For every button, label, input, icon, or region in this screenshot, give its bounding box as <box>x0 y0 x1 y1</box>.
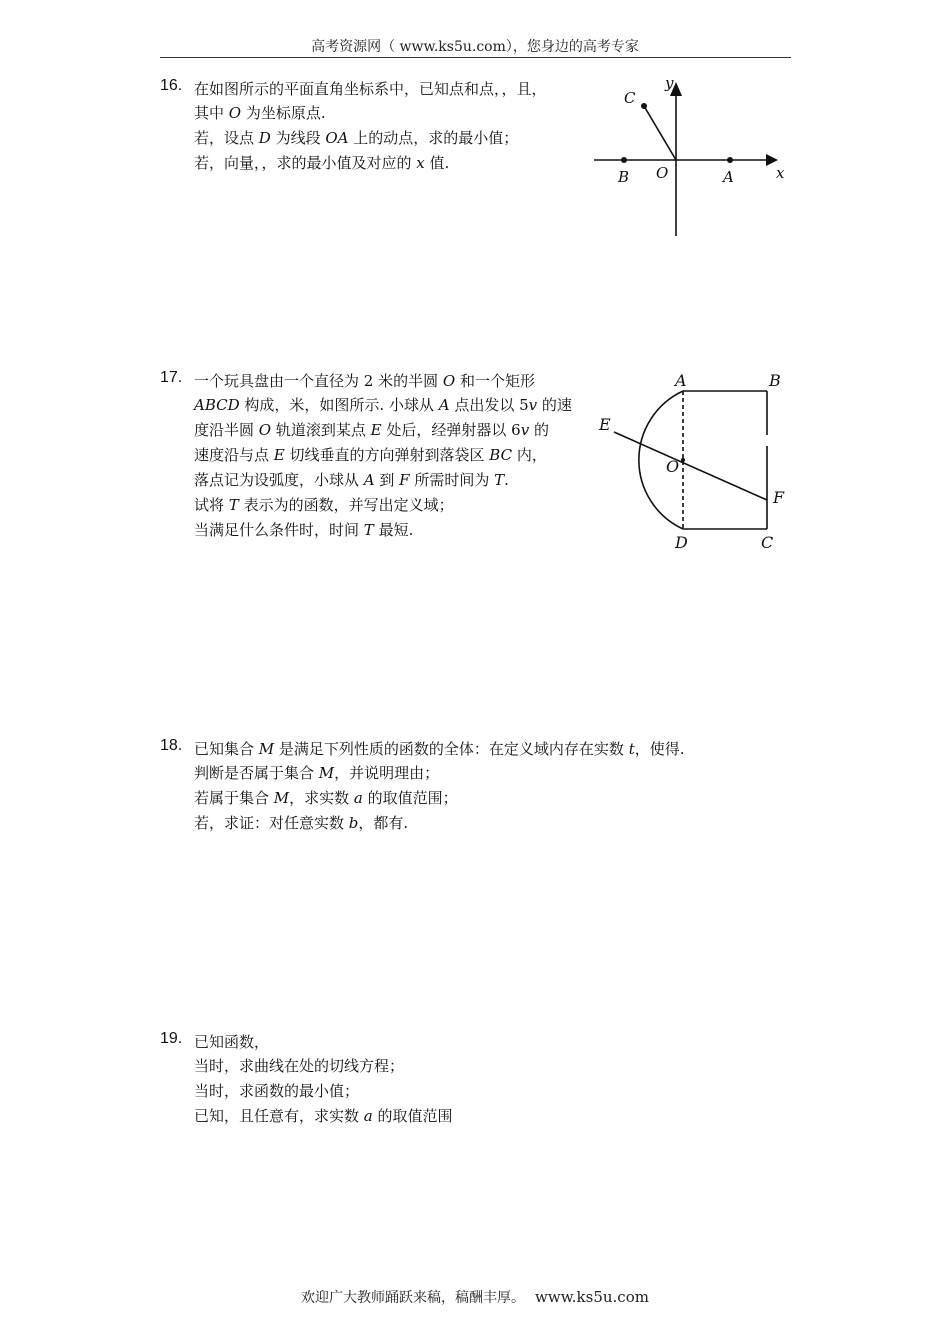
problem-line: ABCD 构成，米，如图所示. 小球从 A 点出发以 5v 的速 <box>194 396 572 414</box>
label-c: C <box>761 533 774 552</box>
label-y: y <box>665 74 674 92</box>
problem-number: 18. <box>160 737 183 754</box>
problem-line: 判断是否属于集合 M，并说明理由； <box>194 764 440 782</box>
header-divider <box>160 57 791 58</box>
problem-line: 速度沿与点 E 切线垂直的方向弹射到落袋区 BC 内， <box>194 446 547 464</box>
label-o: O <box>666 457 680 476</box>
label-d: D <box>675 533 688 552</box>
problem-line: 已知函数， <box>194 1033 270 1051</box>
label-x: x <box>776 164 785 182</box>
label-c: C <box>624 89 636 107</box>
label-a: A <box>675 371 687 390</box>
label-f: F <box>773 488 785 507</box>
label-o: O <box>656 164 669 182</box>
problem-line: 其中 O 为坐标原点. <box>194 104 326 122</box>
problem-line: 当时，求函数的最小值； <box>194 1082 360 1100</box>
label-a: A <box>723 168 734 186</box>
problem-line: 在如图所示的平面直角坐标系中，已知点和点，，且， <box>194 80 547 98</box>
problem-line: 度沿半圆 O 轨道滚到某点 E 处后，经弹射器以 6v 的 <box>194 421 549 439</box>
label-e: E <box>599 415 611 434</box>
problem-line: 一个玩具盘由一个直径为 2 米的半圆 O 和一个矩形 <box>194 372 535 390</box>
problem-line: 若属于集合 M，求实数 a 的取值范围； <box>194 789 458 807</box>
problem-line: 若，向量，，求的最小值及对应的 x 值. <box>194 154 450 172</box>
problem-number: 16. <box>160 77 183 94</box>
page-footer <box>0 1287 950 1307</box>
problem-number: 17. <box>160 369 183 386</box>
problem-line: 若，设点 D 为线段 OA 上的动点，求的最小值； <box>194 129 519 147</box>
problem-line: 已知集合 M 是满足下列性质的函数的全体：在定义域内存在实数 t，使得. <box>194 740 685 758</box>
coordinate-figure <box>590 72 795 242</box>
problem-line: 试将 T 表示为的函数，并写出定义域； <box>194 496 454 514</box>
footer-url: www.ks5u.com <box>535 1288 649 1306</box>
page-header: 高考资源网（ www.ks5u.com），您身边的高考专家 <box>311 39 639 55</box>
label-b: B <box>618 168 630 186</box>
problem-line: 当满足什么条件时，时间 T 最短. <box>194 521 414 539</box>
semicircle-rectangle-figure <box>595 366 795 556</box>
footer-text: 欢迎广大教师踊跃来稿，稿酬丰厚。 <box>301 1290 526 1306</box>
label-b: B <box>769 371 781 390</box>
problem-line: 当时，求曲线在处的切线方程； <box>194 1057 405 1075</box>
problem-line: 若，求证：对任意实数 b，都有. <box>194 814 409 832</box>
problem-number: 19. <box>160 1030 183 1047</box>
problem-line: 落点记为设弧度，小球从 A 到 F 所需时间为 T. <box>194 471 509 489</box>
problem-line: 已知，且任意有，求实数 a 的取值范围 <box>194 1107 453 1125</box>
